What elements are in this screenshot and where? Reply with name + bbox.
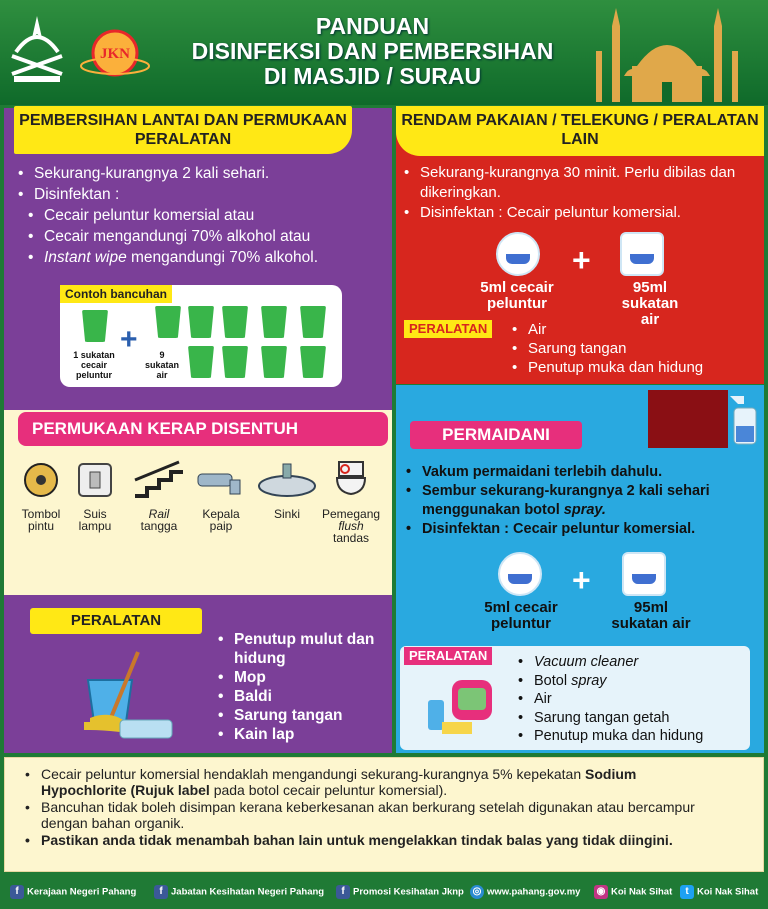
footer-label: Jabatan Kesihatan Negeri Pahang: [171, 886, 325, 898]
mixture-part-a: 1 sukatan cecair peluntur: [73, 350, 115, 380]
jkn-logo: [80, 28, 150, 78]
carpet-mix-b: 95ml sukatan air: [611, 599, 691, 632]
cup-icon: [82, 310, 108, 342]
touch-item-label: flush: [338, 519, 364, 533]
facebook-icon: f: [154, 885, 168, 899]
carpet-title: PERMAIDANI: [410, 421, 582, 449]
list-item: [518, 672, 753, 691]
footer-label: Koi Nak Sihat: [611, 886, 673, 898]
instagram-icon: ◉: [594, 885, 608, 899]
list-item: • Mop: [218, 668, 388, 687]
floor-cleaning-list: [18, 163, 388, 268]
notes-list: [25, 766, 725, 849]
footer-label: Koi Nak Sihat: [697, 886, 759, 898]
plus-icon: +: [572, 562, 591, 598]
list-item: • Sekurang-kurangnya 2 kali sehari.: [18, 163, 388, 184]
note-1a: Cecair peluntur komersial hendaklah mengandungi sekurang-kurangnya 5% kepekatan: [41, 766, 586, 782]
carpet-mix-a: 5ml cecair peluntur: [484, 599, 558, 632]
list-item: • Sarung tangan: [218, 706, 388, 725]
cup-icon: [188, 346, 214, 378]
spray-label-a: Botol: [534, 672, 572, 689]
twitter-icon: t: [680, 885, 694, 899]
title-line-3: DI MASJID / SURAU: [263, 63, 482, 89]
title-line-1: PANDUAN: [315, 13, 430, 39]
touch-item-stair-rail: [130, 460, 188, 532]
cup-icon: [261, 346, 287, 378]
footer-label: Kerajaan Negeri Pahang: [27, 886, 137, 898]
list-item: • Pastikan anda tidak menambah bahan lain untuk mengelakkan tindak balas yang tidak diingini.: [25, 832, 725, 848]
facebook-icon: f: [10, 885, 24, 899]
cup-icon: [261, 306, 287, 338]
touch-item-door-knob: [12, 460, 70, 532]
mixture-part-b: 9 sukatan air: [144, 350, 179, 380]
cup-icon: [188, 306, 214, 338]
footer-link-jkn[interactable]: [154, 885, 324, 900]
list-item: • Air: [512, 320, 757, 339]
footer-link-website[interactable]: [470, 885, 580, 900]
floor-cleaning-title: PEMBERSIHAN LANTAI DAN PERMUKAAN PERALATAN: [14, 106, 352, 154]
touch-item-label: Pemegang: [322, 507, 381, 521]
state-crest-icon: [6, 12, 68, 86]
footer-link-promosi[interactable]: [336, 885, 464, 900]
list-item: • Cecair peluntur komersial atau: [18, 205, 388, 226]
spray-label-b: spray: [571, 672, 607, 689]
toilet-icon: [331, 460, 371, 500]
list-item: • Air: [518, 690, 753, 709]
touch-item-label: Tombol: [21, 507, 61, 521]
soak-equipment-list: [512, 320, 757, 377]
touch-item-label: tangga: [140, 519, 178, 533]
cup-icon: [222, 306, 248, 338]
list-item: • Disinfektan :: [18, 184, 388, 205]
list-item: • Cecair mengandungi 70% alkohol atau: [18, 226, 388, 247]
list-item: • Penutup mulut dan hidung: [218, 630, 388, 668]
footer-label: www.pahang.gov.my: [487, 886, 581, 898]
frequent-touch-title: PERMUKAAN KERAP DISENTUH: [18, 412, 388, 446]
note-1c: pada botol cecair peluntur komersial).: [209, 782, 448, 798]
touch-item-flush-handle: [322, 460, 380, 544]
mixture-example-label: Contoh bancuhan: [60, 285, 172, 303]
list-item: [18, 247, 388, 268]
list-item: • Bancuhan tidak boleh disimpan kerana keberkesanan akan berkurang setelah digunakan atau bercampur dengan bahan organik.: [25, 799, 725, 831]
carpet-equipment-list: [518, 653, 753, 746]
cup-icon: [300, 306, 326, 338]
equipment-title: PERALATAN: [30, 608, 202, 634]
list-item: [518, 653, 753, 672]
list-item: • Penutup muka dan hidung: [518, 727, 753, 746]
globe-icon: ◎: [470, 885, 484, 899]
plus-icon: +: [120, 323, 138, 356]
soak-equipment-tag: PERALATAN: [404, 320, 492, 338]
list-item: • Sarung tangan: [512, 339, 757, 358]
list-item: • Kain lap: [218, 725, 388, 744]
sink-icon: [267, 460, 307, 500]
list-item: • Penutup muka dan hidung: [512, 358, 757, 377]
equipment-list: [218, 630, 388, 744]
list-item: • Disinfektan : Cecair peluntur komersial.: [404, 203, 759, 223]
touch-item-label: Rail: [148, 507, 170, 521]
touch-item-label: lampu: [78, 519, 112, 533]
list-item: • Baldi: [218, 687, 388, 706]
list-item: • Sarung tangan getah: [518, 709, 753, 728]
mop-bucket-icon: [60, 650, 185, 742]
carpet-equipment-tag: PERALATAN: [404, 647, 492, 665]
soak-mix-b: 95ml sukatan air: [621, 279, 679, 328]
jkn-logo-text: JKN: [100, 46, 130, 62]
touch-item-label: tandas: [332, 531, 370, 545]
touch-item-label: paip: [209, 519, 233, 533]
carpet-spray-em: spray.: [563, 502, 606, 518]
plus-icon: +: [572, 242, 591, 278]
page-title: [150, 14, 595, 89]
spray-bottle-icon: [648, 386, 764, 448]
footer-label: Promosi Kesihatan Jknp: [353, 886, 464, 898]
touch-item-label: pintu: [27, 519, 55, 533]
vacuum-cleaner-icon: [422, 670, 502, 746]
beaker-icon: [498, 552, 542, 596]
touch-item-label: Kepala: [202, 507, 240, 521]
touch-item-light-switch: [66, 460, 124, 532]
footer-link-twitter[interactable]: [680, 885, 758, 900]
cup-icon: [155, 306, 181, 338]
facebook-icon: f: [336, 885, 350, 899]
mosque-icon: [592, 6, 742, 102]
door-knob-icon: [21, 460, 61, 500]
title-line-2: DISINFEKSI DAN PEMBERSIHAN: [191, 38, 554, 64]
list-item: • Sekurang-kurangnya 30 minit. Perlu dibilas dan dikeringkan.: [404, 163, 759, 203]
tap-icon: [201, 460, 241, 500]
beaker-icon: [622, 552, 666, 596]
footer-link-instagram[interactable]: [594, 885, 672, 900]
beaker-icon: [496, 232, 540, 276]
touch-item-sink: [258, 460, 316, 520]
cup-icon: [222, 346, 248, 378]
list-item: • Disinfektan : Cecair peluntur komersial.: [406, 520, 761, 539]
note-1b: Sodium Hypochlorite (Rujuk label: [41, 766, 637, 798]
vacuum-label: Vacuum cleaner: [534, 654, 639, 670]
soak-list: [404, 163, 759, 223]
notes-panel: [4, 757, 764, 872]
touch-item-tap: [192, 460, 250, 532]
stair-rail-icon: [139, 460, 179, 500]
list-item: • Vakum permaidani terlebih dahulu.: [406, 463, 761, 482]
beaker-icon: [620, 232, 664, 276]
carpet-list: [406, 463, 761, 539]
soak-title: RENDAM PAKAIAN / TELEKUNG / PERALATAN LAIN: [396, 106, 764, 156]
soak-mix-a: 5ml cecair peluntur: [480, 279, 554, 312]
instant-wipe-text: mengandungi 70% alkohol.: [126, 249, 319, 266]
instant-wipe-label: Instant wipe: [44, 249, 127, 266]
list-item: [406, 482, 761, 520]
cup-icon: [300, 346, 326, 378]
touch-item-label: Sinki: [273, 507, 300, 521]
touch-item-label: Suis: [83, 507, 107, 521]
light-switch-icon: [75, 460, 115, 500]
carpet-spray-text: Sembur sekurang-kurangnya 2 kali sehari menggunakan botol: [422, 483, 710, 518]
footer-link-pahang[interactable]: [10, 885, 136, 900]
list-item: [25, 766, 725, 798]
